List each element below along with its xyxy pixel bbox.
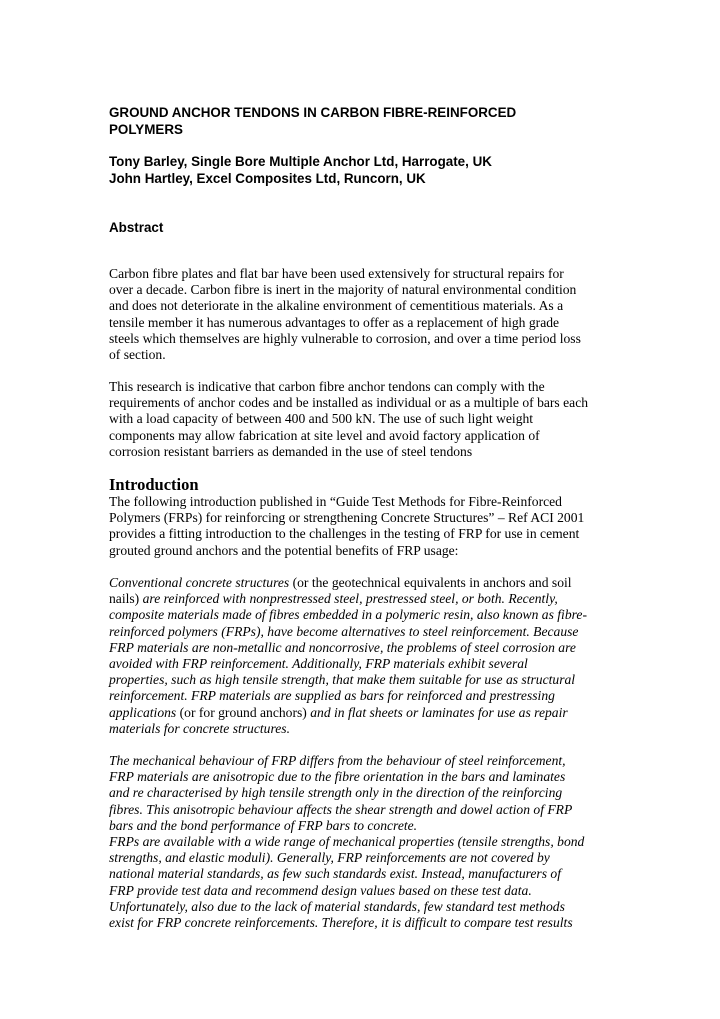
text-line: tensile member it has numerous advantages to offer as a replacement of high grade	[109, 314, 560, 330]
intro-paragraph	[109, 494, 629, 559]
text-line: exist for FRP concrete reinforcements. Therefore, it is difficult to compare test results	[109, 915, 573, 931]
abstract-paragraph-2	[109, 379, 629, 460]
text-line: The mechanical behaviour of FRP differs from the behaviour of steel reinforcement,	[109, 753, 566, 768]
text-line	[109, 591, 629, 607]
italic-span: applications	[109, 704, 177, 720]
text-line: Polymers (FRPs) for reinforcing or strengthening Concrete Structures” – Ref ACI 2001	[109, 510, 585, 526]
author-list	[109, 153, 629, 187]
title-line: GROUND ANCHOR TENDONS IN CARBON FIBRE-REINFORCED	[109, 105, 517, 120]
text-line	[109, 705, 629, 721]
roman-span: nails)	[109, 591, 143, 607]
text-line	[109, 640, 629, 656]
roman-span: (or the geotechnical equivalents in anchors and soil	[289, 575, 572, 590]
text-line	[109, 672, 629, 688]
aci-quote-paragraph-1	[109, 575, 629, 737]
italic-span: Conventional concrete structures	[109, 575, 290, 590]
italic-span: are reinforced with nonprestressed steel, prestressed steel, or both. Recently,	[142, 591, 558, 607]
text-line: FRP provide test data and recommend design values based on these test data.	[109, 882, 532, 898]
roman-span: (or for ground anchors)	[176, 704, 311, 720]
abstract-paragraph-1	[109, 266, 629, 363]
author-line: Tony Barley, Single Bore Multiple Anchor Ltd, Harrogate, UK	[109, 154, 492, 169]
italic-span: properties, such as high tensile strength, that make them suitable for use as structural	[109, 672, 576, 688]
text-line: of section.	[109, 347, 166, 363]
abstract-heading: Abstract	[109, 220, 164, 235]
text-line: over a decade. Carbon fibre is inert in the majority of natural environmental condition	[109, 282, 577, 298]
text-line	[109, 607, 629, 623]
text-line: bars and the bond performance of FRP bars to concrete.	[109, 817, 418, 833]
text-line: steels which themselves are highly vulnerable to corrosion, and over a time period loss	[109, 330, 581, 346]
italic-span: composite materials made of fibres embedded in a polymeric resin, also known as fibre-	[109, 607, 587, 623]
italic-span: avoided with FRP reinforcement. Additionally, FRP materials exhibit several	[109, 656, 528, 672]
text-line: and does not deteriorate in the alkaline environment of cementitious materials. As a	[109, 298, 564, 314]
text-line	[109, 656, 629, 672]
text-line	[109, 575, 629, 591]
text-line: The following introduction published in “Guide Test Methods for Fibre-Reinforced	[109, 494, 562, 509]
author-line: John Hartley, Excel Composites Ltd, Runcorn, UK	[109, 171, 426, 186]
text-line: Unfortunately, also due to the lack of material standards, few standard test methods	[109, 898, 565, 914]
italic-span: materials for concrete structures.	[109, 720, 290, 736]
text-line: national material standards, as few such standards exist. Instead, manufacturers of	[109, 866, 561, 882]
text-line: grouted ground anchors and the potential benefits of FRP usage:	[109, 542, 459, 558]
text-line	[109, 624, 629, 640]
italic-span: FRP materials are non-metallic and noncorrosive, the problems of steel corrosion are	[109, 639, 576, 655]
italic-span: reinforced polymers (FRPs), have become alternatives to steel reinforcement. Because	[109, 623, 579, 639]
text-line: FRP materials are anisotropic due to the fibre orientation in the bars and laminates	[109, 769, 566, 785]
text-line: fibres. This anisotropic behaviour affects the shear strength and dowel action of FRP	[109, 801, 573, 817]
title-line: POLYMERS	[109, 122, 183, 137]
text-line: This research is indicative that carbon fibre anchor tendons can comply with the	[109, 379, 545, 394]
text-line: and re characterised by high tensile strength only in the direction of the reinforcing	[109, 785, 563, 801]
text-line	[109, 688, 629, 704]
text-line: strengths, and elastic moduli). Generally, FRP reinforcements are not covered by	[109, 850, 550, 866]
introduction-heading: Introduction	[109, 475, 199, 494]
italic-span: and in flat sheets or laminates for use as repair	[310, 704, 568, 720]
text-line: Carbon fibre plates and flat bar have been used extensively for structural repairs for	[109, 266, 564, 281]
text-line	[109, 721, 629, 737]
text-line: with a load capacity of between 400 and 500 kN. The use of such light weight	[109, 411, 534, 427]
text-line: provides a fitting introduction to the challenges in the testing of FRP for use in cement	[109, 526, 580, 542]
text-line: FRPs are available with a wide range of mechanical properties (tensile strengths, bond	[109, 834, 585, 850]
italic-span: reinforcement. FRP materials are supplied as bars for reinforced and prestressing	[109, 688, 555, 704]
text-line: components may allow fabrication at site level and avoid factory application of	[109, 427, 540, 443]
aci-quote-paragraph-2	[109, 753, 629, 931]
text-line: requirements of anchor codes and be installed as individual or as a multiple of bars each	[109, 395, 589, 411]
text-line: corrosion resistant barriers as demanded in the use of steel tendons	[109, 443, 473, 459]
paper-title	[109, 104, 629, 138]
